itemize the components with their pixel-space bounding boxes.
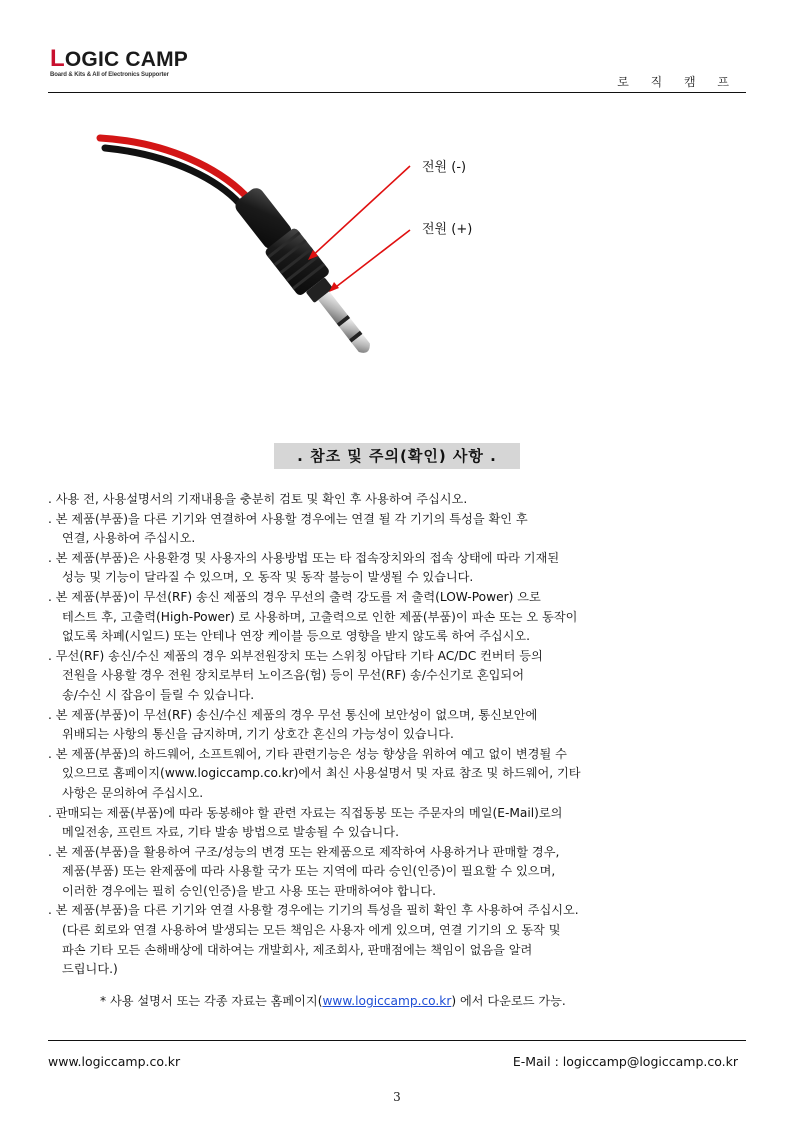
note-continuation: 이러한 경우에는 필히 승인(인증)을 받고 사용 또는 판매하여야 합니다. xyxy=(62,883,437,898)
arrow-plus xyxy=(332,230,410,290)
note-item: . 판매되는 제품(부품)에 따라 동봉해야 할 관련 자료는 직접동봉 또는 주문자의 메일(E-Mail)로의 xyxy=(48,805,563,820)
note-continuation: 연결, 사용하여 주십시오. xyxy=(62,531,196,546)
note-continuation: 없도록 차폐(시일드) 또는 안테나 연장 케이블 등으로 영향을 받지 않도록 하여 주십시오. xyxy=(62,629,531,644)
audio-jack-photo xyxy=(60,100,480,430)
note-item: . 사용 전, 사용설명서의 기재내용을 충분히 검토 및 확인 후 사용하여 주십시오. xyxy=(48,492,468,506)
note-item: . 본 제품(부품)이 무선(RF) 송신/수신 제품의 경우 무선 통신에 보안성이 없으며, 통신보안에 xyxy=(48,707,538,722)
note-continuation: 테스트 후, 고출력(High-Power) 로 사용하며, 고출력으로 인한 제품(부품)이 파손 또는 오 동작이 xyxy=(62,609,578,624)
footer-email: E-Mail : logiccamp@logiccamp.co.kr xyxy=(512,1054,738,1069)
logo-text xyxy=(50,45,189,72)
note-continuation: (다른 회로와 연결 사용하여 발생되는 모든 책임은 사용자 에게 있으며, 연결 기기의 오 동작 및 xyxy=(62,923,561,938)
footnote-suffix: ) 에서 다운로드 가능. xyxy=(451,994,566,1008)
note-item: . 본 제품(부품)을 다른 기기와 연결하여 사용할 경우에는 연결 될 각 기기의 특성을 확인 후 xyxy=(48,511,528,526)
download-footnote xyxy=(100,992,566,1009)
logo xyxy=(50,45,189,78)
label-power-minus: 전원 (-) xyxy=(422,160,467,175)
header-divider xyxy=(48,92,746,93)
note-item: . 본 제품(부품)을 다른 기기와 연결 사용할 경우에는 기기의 특성을 필히 확인 후 사용하여 주십시오. xyxy=(48,903,579,918)
logo-tagline: Board & Kits & All of Electronics Supporter xyxy=(50,72,169,78)
page-number: 3 xyxy=(393,1090,401,1104)
logo-rest: OGIC CAMP xyxy=(64,48,189,71)
homepage-link[interactable]: www.logiccamp.co.kr xyxy=(322,994,452,1008)
note-item: . 본 제품(부품)은 사용환경 및 사용자의 사용방법 또는 타 접속장치와의 접속 상태에 따라 기재된 xyxy=(48,550,560,565)
note-item: . 본 제품(부품)의 하드웨어, 소프트웨어, 기타 관련기능은 성능 향상을 위하여 예고 없이 변경될 수 xyxy=(48,746,567,761)
footnote-prefix: * 사용 설명서 또는 각종 자료는 홈페이지( xyxy=(100,994,323,1008)
note-item: . 본 제품(부품)을 활용하여 구조/성능의 변경 또는 완제품으로 제작하여 사용하거나 판매할 경우, xyxy=(48,844,560,859)
note-continuation: 있으므로 홈페이지(www.logiccamp.co.kr)에서 최신 사용설명서 및 자료 참조 및 하드웨어, 기타 xyxy=(62,766,581,781)
note-continuation: 드립니다.) xyxy=(62,962,118,977)
header-company-name: 로 직 캠 프 xyxy=(617,75,738,89)
note-continuation: 위배되는 사항의 통신을 금지하며, 기기 상호간 혼신의 가능성이 있습니다. xyxy=(62,727,454,742)
note-continuation: 메일전송, 프린트 자료, 기타 발송 방법으로 발송될 수 있습니다. xyxy=(62,825,399,840)
note-continuation: 파손 기타 모든 손해배상에 대하여는 개발회사, 제조회사, 판매점에는 책임이 없음을 알려 xyxy=(62,942,533,957)
section-title: . 참조 및 주의(확인) 사항 . xyxy=(274,443,520,469)
note-continuation: 송/수신 시 잡음이 들릴 수 있습니다. xyxy=(62,687,255,702)
footer-website: www.logiccamp.co.kr xyxy=(48,1054,181,1069)
note-item: . 무선(RF) 송신/수신 제품의 경우 외부전원장치 또는 스위칭 아답타 기타 AC/DC 컨버터 등의 xyxy=(48,648,543,663)
note-continuation: 성능 및 기능이 달라질 수 있으며, 오 동작 및 동작 불능이 발생될 수 있습니다. xyxy=(62,570,474,585)
note-continuation: 사항은 문의하여 주십시오. xyxy=(62,785,204,800)
label-power-plus: 전원 (+) xyxy=(422,222,473,237)
arrow-minus xyxy=(310,166,410,258)
notes-list xyxy=(48,490,758,980)
note-continuation: 제품(부품) 또는 완제품에 따라 사용할 국가 또는 지역에 따라 승인(인증)이 필요할 수 있으며, xyxy=(62,864,556,879)
note-continuation: 전원을 사용할 경우 전원 장치로부터 노이즈음(험) 등이 무선(RF) 송/수신기로 혼입되어 xyxy=(62,668,524,683)
note-item: . 본 제품(부품)이 무선(RF) 송신 제품의 경우 무선의 출력 강도를 저 출력(LOW-Power) 으로 xyxy=(48,589,541,604)
logo-first-letter: L xyxy=(50,45,65,72)
footer-divider xyxy=(48,1040,746,1041)
